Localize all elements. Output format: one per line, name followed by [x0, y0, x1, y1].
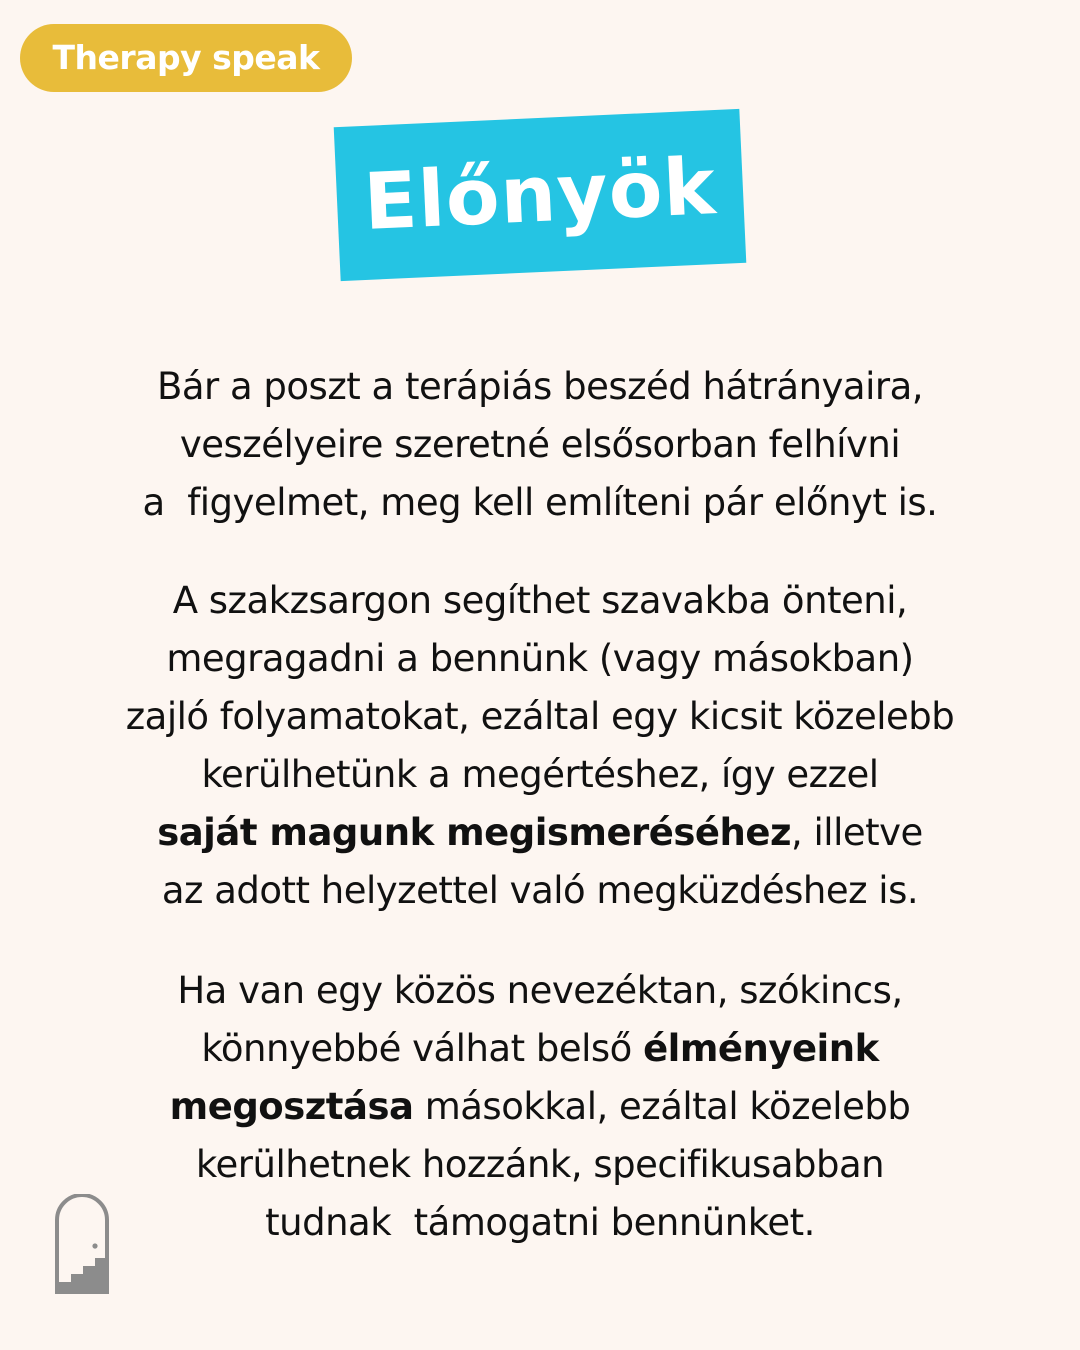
text-line: [0, 962, 1080, 1020]
body-text: A szakzsargon segíthet szavakba önteni,: [172, 579, 908, 622]
body-text: Bár a poszt a terápiás beszéd hátrányaira,: [156, 365, 924, 408]
text-line: [0, 358, 1080, 416]
text-line: [0, 746, 1080, 804]
title-banner: [334, 109, 747, 281]
emphasis-text: saját magunk megismeréséhez: [157, 811, 791, 854]
text-line: [0, 474, 1080, 532]
emphasis-text: megosztása: [169, 1085, 414, 1128]
category-tag-label: Therapy speak: [52, 38, 320, 77]
body-text: Ha van egy közös nevezéktan, szókincs,: [177, 969, 903, 1012]
text-line: [0, 804, 1080, 862]
door-stairs-icon: [54, 1194, 110, 1294]
body-text: tudnak támogatni bennünket.: [265, 1201, 815, 1244]
body-text: veszélyeire szeretné elsősorban felhívni: [179, 423, 901, 466]
text-line: [0, 1194, 1080, 1252]
text-line: [0, 688, 1080, 746]
text-line: [0, 1078, 1080, 1136]
text-line: [0, 630, 1080, 688]
category-tag: [20, 24, 352, 92]
text-line: [0, 1136, 1080, 1194]
paragraph-jargon: [0, 572, 1080, 920]
text-line: [0, 1020, 1080, 1078]
body-text: , illetve: [791, 811, 923, 854]
paragraph-vocabulary: [0, 962, 1080, 1252]
body-text: másokkal, ezáltal közelebb: [413, 1085, 911, 1128]
emphasis-text: élményeink: [643, 1027, 879, 1070]
body-text: könnyebbé válhat belső: [201, 1027, 644, 1070]
body-text: kerülhetünk a megértéshez, így ezzel: [201, 753, 879, 796]
body-text: megragadni a bennünk (vagy másokban): [166, 637, 914, 680]
page-title: Előnyök: [361, 142, 719, 248]
text-line: [0, 416, 1080, 474]
text-line: [0, 572, 1080, 630]
body-text: zajló folyamatokat, ezáltal egy kicsit közelebb: [125, 695, 955, 738]
paragraph-intro: [0, 358, 1080, 532]
text-line: [0, 862, 1080, 920]
body-text: a figyelmet, meg kell említeni pár előnyt is.: [142, 481, 938, 524]
body-text: az adott helyzettel való megküzdéshez is.: [161, 869, 919, 912]
body-text: kerülhetnek hozzánk, specifikusabban: [195, 1143, 885, 1186]
